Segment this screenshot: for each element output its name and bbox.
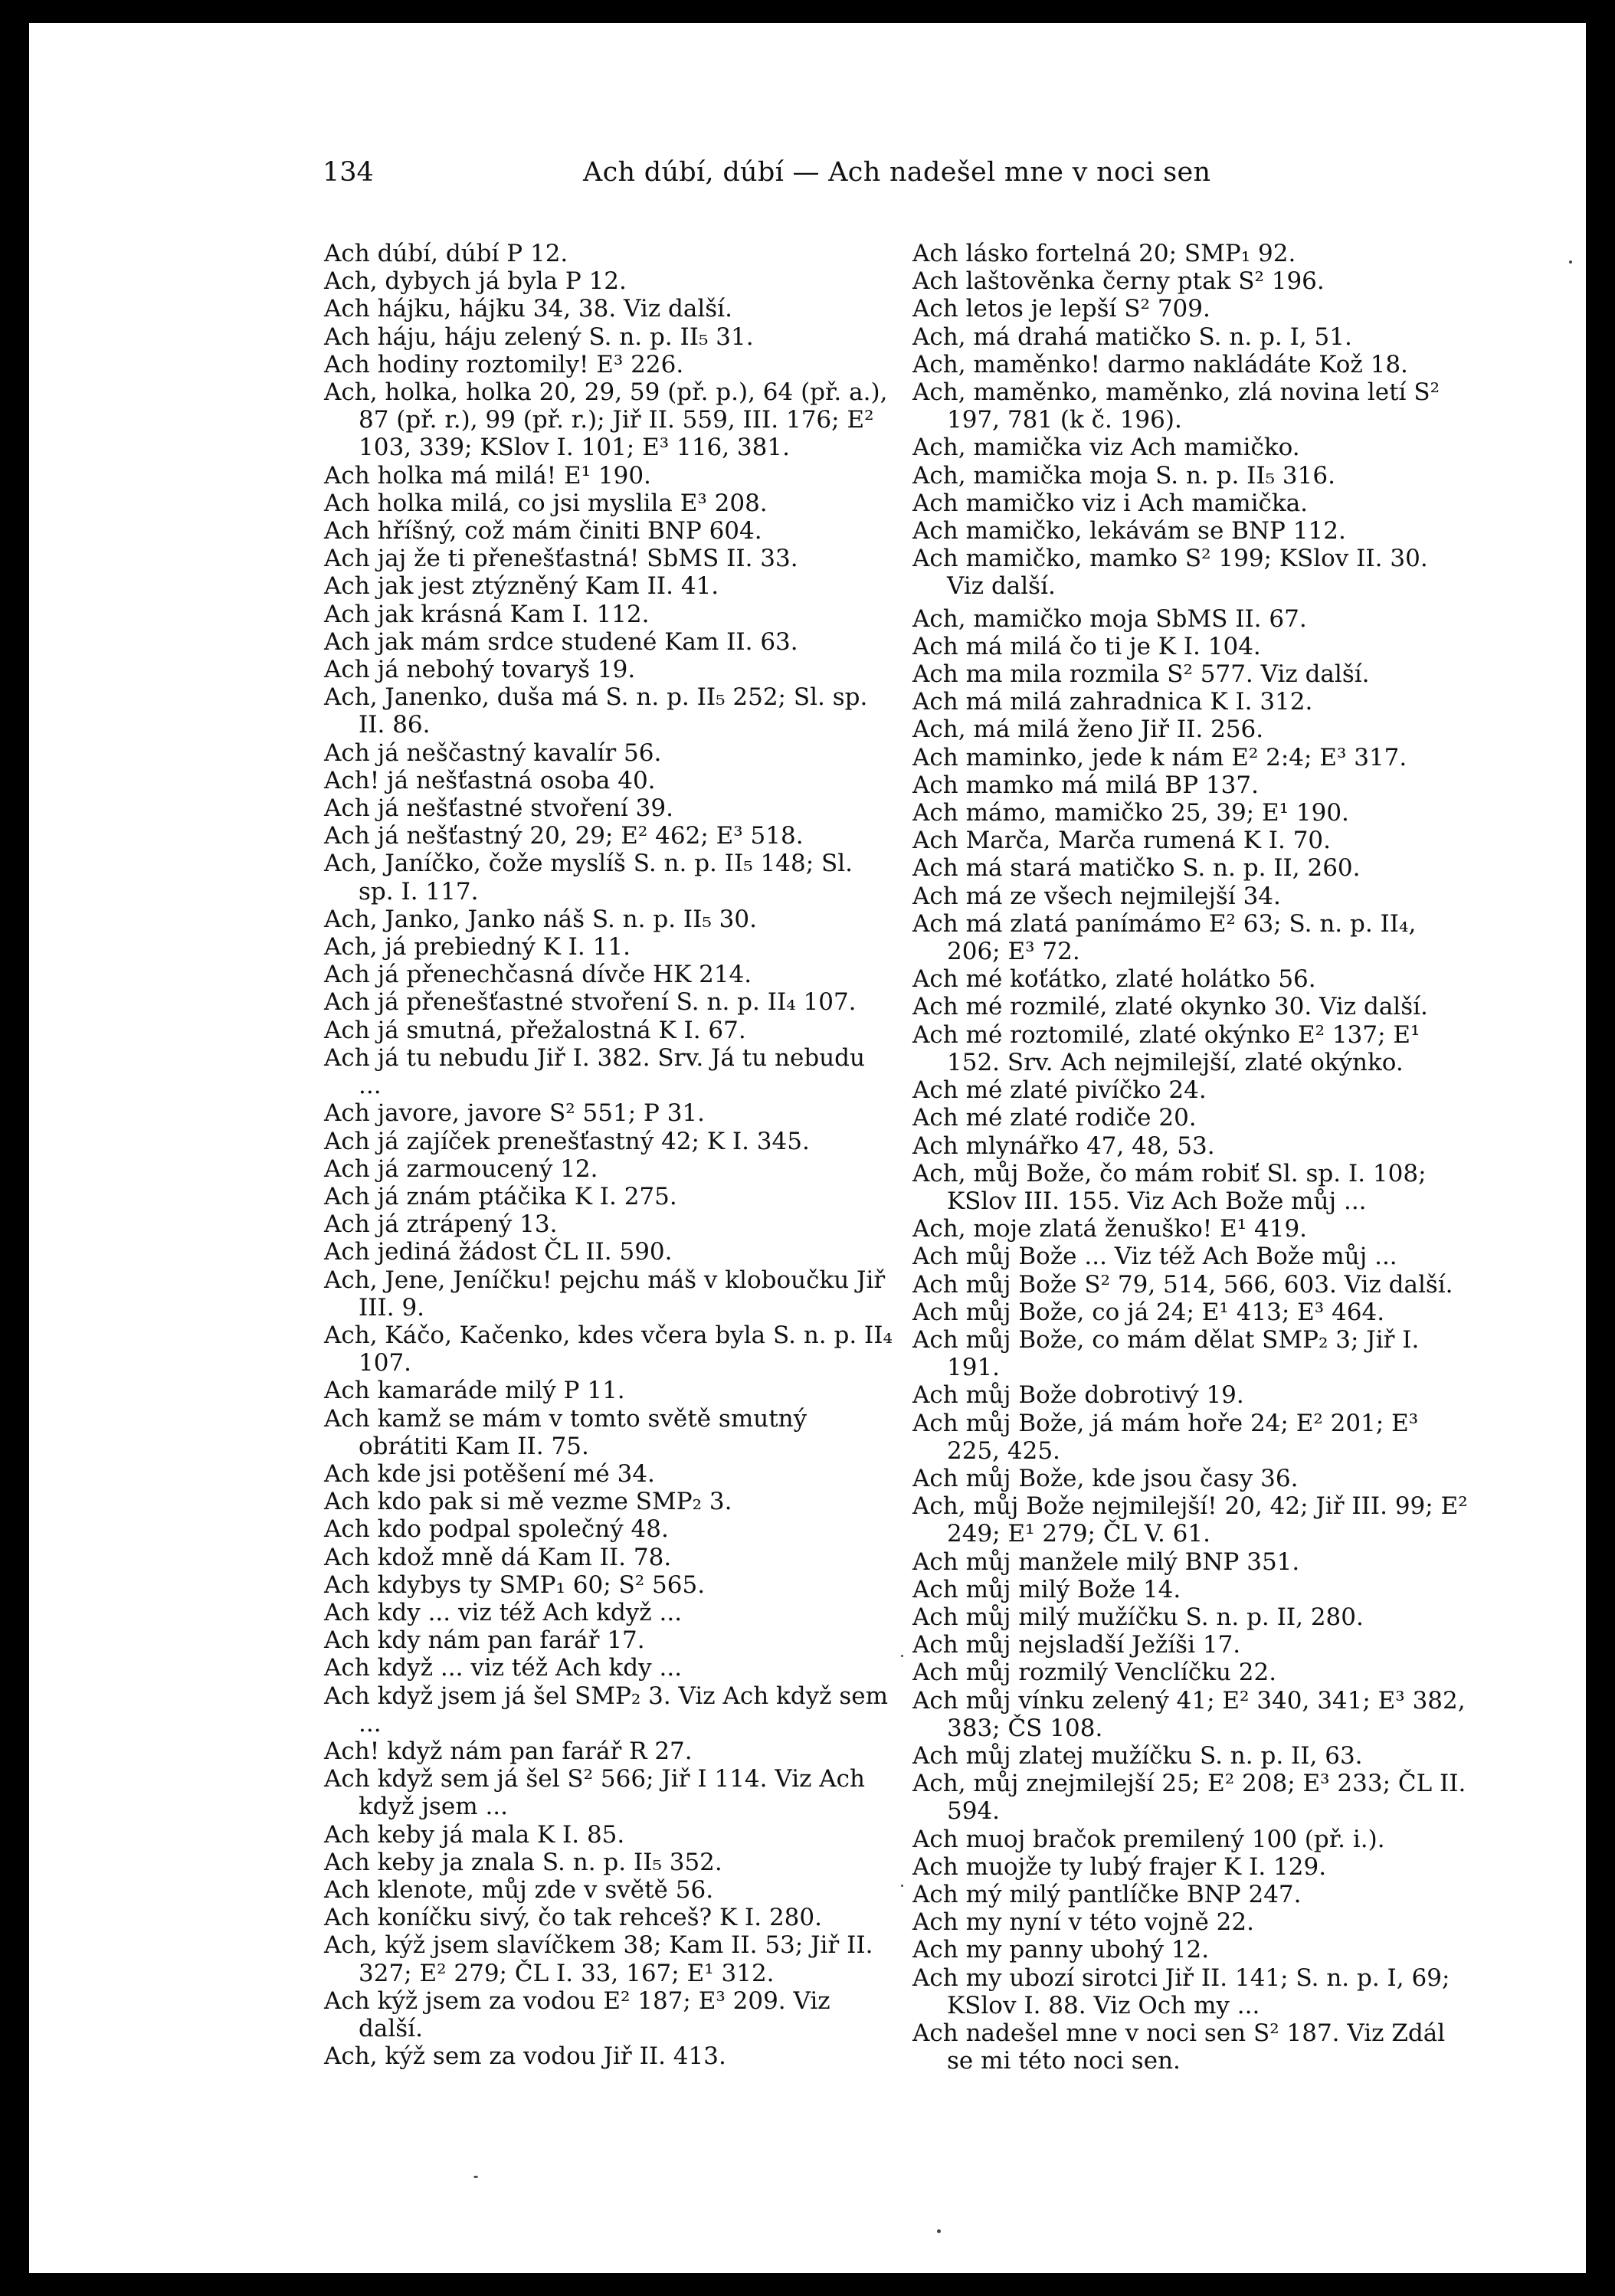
index-entry: Ach, dybych já byla P 12. [324, 267, 627, 296]
index-entry: Ach kýž jsem za vodou E² 187; E³ 209. Viz další. [324, 1986, 830, 2042]
index-entry: Ach kdybys ty SMP₁ 60; S² 565. [324, 1571, 706, 1599]
index-entry: Ach mamičko, lekávám se BNP 112. [912, 517, 1346, 545]
index-entry: Ach, můj znejmilejší 25; E² 208; E³ 233; ČL II. 594. [912, 1770, 1466, 1826]
index-entry: Ach můj zlatej mužíčku S. n. p. II, 63. [912, 1741, 1363, 1770]
index-entry: Ach kamž se mám v tomto světě smutný obrátiti Kam II. 75. [324, 1404, 808, 1460]
index-entry: Ach kdy nám pan farář 17. [324, 1626, 645, 1655]
index-entry: Ach má ze všech nejmilejší 34. [912, 882, 1281, 910]
scanned-page [29, 23, 1586, 2273]
index-entry: Ach můj nejsladší Ježíši 17. [912, 1631, 1241, 1659]
index-entry: Ach můj vínku zelený 41; E² 340, 341; E³ 382, 383; ČS 108. [912, 1686, 1466, 1742]
index-entry: Ach já nešťastné stvoření 39. [324, 794, 673, 823]
index-entry: Ach my panny ubohý 12. [912, 1936, 1210, 1964]
index-entry: Ach já nebohý tovaryš 19. [324, 656, 636, 684]
index-entry: Ach mé zlaté pivíčko 24. [912, 1076, 1207, 1105]
index-entry: Ach, má milá ženo Jiř II. 256. [912, 716, 1264, 744]
scan-speck [901, 1885, 903, 1887]
index-entry: Ach muojže ty lubý frajer K I. 129. [912, 1852, 1327, 1881]
index-entry: Ach, mamičko moja SbMS II. 67. [912, 604, 1307, 633]
index-entry: Ach, Káčo, Kačenko, kdes včera byla S. n. p. II₄ 107. [324, 1321, 893, 1377]
index-entry: Ach jak krásná Kam I. 112. [324, 600, 650, 628]
index-entry: Ach, mamička viz Ach mamičko. [912, 434, 1300, 462]
scan-speck [937, 2229, 941, 2233]
index-entry: Ach má stará matičko S. n. p. II, 260. [912, 854, 1361, 883]
index-entry: Ach mamko má milá BP 137. [912, 771, 1259, 799]
index-entry: Ach kdy ... viz též Ach když ... [324, 1598, 683, 1626]
index-entry: Ach, kýž jsem slavíčkem 38; Kam II. 53; Jiř II. 327; E² 279; ČL I. 33, 167; E¹ 312. [324, 1931, 873, 1987]
index-entry: Ach můj manžele milý BNP 351. [912, 1548, 1300, 1576]
index-entry: Ach já nešťastný 20, 29; E² 462; E³ 518. [324, 822, 804, 850]
index-entry: Ach, má drahá matičko S. n. p. I, 51. [912, 323, 1352, 351]
index-entry: Ach hodiny roztomily! E³ 226. [324, 350, 684, 378]
index-entry: Ach já přenechčasná dívče HK 214. [324, 961, 752, 989]
index-entry: Ach, Janíčko, čože myslíš S. n. p. II₅ 148; Sl. sp. I. 117. [324, 850, 853, 906]
index-entry: Ach mý milý pantlíčke BNP 247. [912, 1880, 1302, 1908]
index-entry: Ach dúbí, dúbí P 12. [324, 240, 568, 267]
index-entry: Ach hříšný, což mám činiti BNP 604. [324, 517, 762, 545]
page-number: 134 [323, 157, 374, 188]
index-entry: Ach můj Bože, já mám hoře 24; E² 201; E³ 225, 425. [912, 1409, 1419, 1465]
index-entry: Ach ma mila rozmila S² 577. Viz další. [912, 660, 1370, 689]
index-entry: Ach já zarmoucený 12. [324, 1155, 598, 1183]
index-entry: Ach já neščastný kavalír 56. [324, 739, 662, 767]
index-entry: Ach můj milý Bože 14. [912, 1575, 1181, 1603]
index-entry: Ach já zajíček prenešťastný 42; K I. 345. [324, 1127, 810, 1155]
index-entry: Ach já znám ptáčika K I. 275. [324, 1182, 677, 1210]
index-entry: Ach letos je lepší S² 709. [912, 295, 1210, 323]
index-entry: Ach mamičko viz i Ach mamička. [912, 489, 1309, 517]
index-entry: Ach má milá zahradnica K I. 312. [912, 688, 1313, 716]
index-entry: Ach já ztrápený 13. [324, 1210, 558, 1239]
scan-speck [901, 1655, 903, 1657]
index-entry: Ach, můj Bože nejmilejší! 20, 42; Jiř III. 99; E² 249; E¹ 279; ČL V. 61. [912, 1492, 1468, 1548]
index-entry: Ach mamičko, mamko S² 199; KSlov II. 30. Viz další. [912, 545, 1428, 601]
index-entry: Ach jediná žádost ČL II. 590. [324, 1238, 673, 1266]
index-entry: Ach koníčku sivý, čo tak rehceš? K I. 280. [324, 1904, 822, 1932]
index-entry: Ach, Janenko, duša má S. n. p. II₅ 252; Sl. sp. II. 86. [324, 683, 868, 739]
index-entry: Ach nadešel mne v noci sen S² 187. Viz Zdál se mi této noci sen. [912, 2019, 1446, 2075]
index-column-right [912, 240, 1468, 2075]
index-entry: Ach mé roztomilé, zlaté okýnko E² 137; E¹ 152. Srv. Ach nejmilejší, zlaté okýnko. [912, 1020, 1420, 1076]
index-entry: Ach, Janko, Janko náš S. n. p. II₅ 30. [324, 905, 757, 933]
index-entry: Ach můj Bože, kde jsou časy 36. [912, 1464, 1299, 1492]
index-entry: Ach můj Bože ... Viz též Ach Bože můj ... [912, 1243, 1397, 1271]
index-entry: Ach já přenešťastné stvoření S. n. p. II₄ 107. [324, 988, 857, 1017]
index-entry: Ach jaj že ti přenešťastná! SbMS II. 33. [324, 545, 798, 573]
index-entry: Ach má milá čo ti je K I. 104. [912, 632, 1261, 660]
index-entry: Ach kdo podpal společný 48. [324, 1515, 669, 1544]
index-entry: Ach! já nešťastná osoba 40. [324, 766, 656, 794]
index-entry: Ach Marča, Marča rumená K I. 70. [912, 827, 1331, 855]
index-entry: Ach, moje zlatá ženuško! E¹ 419. [912, 1215, 1308, 1243]
index-entry: Ach keby ja znala S. n. p. II₅ 352. [324, 1848, 722, 1876]
index-entry: Ach mámo, mamičko 25, 39; E¹ 190. [912, 799, 1349, 827]
index-entry: Ach můj Bože S² 79, 514, 566, 603. Viz další. [912, 1270, 1453, 1299]
index-entry: Ach mé koťátko, zlaté holátko 56. [912, 965, 1316, 994]
index-entry: Ach, já prebiedný K I. 11. [324, 933, 631, 961]
index-entry: Ach má zlatá panímámo E² 63; S. n. p. II₄, 206; E³ 72. [912, 909, 1417, 966]
index-entry: Ach maminko, jede k nám E² 2:4; E³ 317. [912, 743, 1407, 771]
index-entry: Ach hájku, hájku 34, 38. Viz další. [324, 295, 732, 323]
index-entry: Ach keby já mala K I. 85. [324, 1820, 625, 1849]
index-entry: Ach, mamička moja S. n. p. II₅ 316. [912, 461, 1335, 490]
index-entry: Ach já smutná, přežalostná K I. 67. [324, 1016, 746, 1044]
index-entry: Ach můj milý mužíčku S. n. p. II, 280. [912, 1603, 1364, 1631]
index-entry: Ach holka milá, co jsi myslila E³ 208. [324, 489, 768, 517]
index-column-left [324, 240, 895, 2070]
index-entry: Ach my ubozí sirotci Jiř II. 141; S. n. p. I, 69; KSlov I. 88. Viz Och my ... [912, 1964, 1450, 2019]
scan-speck [1569, 260, 1572, 264]
index-entry: Ach holka má milá! E¹ 190. [324, 461, 651, 490]
index-entry: Ach můj Bože, co já 24; E¹ 413; E³ 464. [912, 1298, 1385, 1326]
index-entry: Ach javore, javore S² 551; P 31. [324, 1099, 705, 1128]
index-entry: Ach, holka, holka 20, 29, 59 (př. p.), 64 (př. a.), 87 (př. r.), 99 (př. r.); Jiř II. 559, III. 176; E² 103, 339; KSlov I. 101; E³ 116, 381. [324, 378, 888, 462]
index-entry: Ach můj rozmilý Venclíčku 22. [912, 1659, 1277, 1687]
index-entry: Ach kdož mně dá Kam II. 78. [324, 1543, 672, 1571]
index-entry: Ach, maměnko! darmo nakládáte Kož 18. [912, 350, 1408, 378]
index-entry: Ach muoj bračok premilený 100 (př. i.). [912, 1825, 1385, 1853]
index-entry: Ach my nyní v této vojně 22. [912, 1908, 1254, 1937]
index-entry: Ach, Jene, Jeníčku! pejchu máš v kloboučku Jiř III. 9. [324, 1266, 886, 1322]
index-entry: Ach můj Bože dobrotivý 19. [912, 1381, 1244, 1410]
scan-speck [473, 2176, 478, 2178]
index-entry: Ach lásko fortelná 20; SMP₁ 92. [912, 240, 1296, 267]
index-entry: Ach mé zlaté rodiče 20. [912, 1104, 1197, 1132]
index-entry: Ach, můj Bože, čo mám robiť Sl. sp. I. 108; KSlov III. 155. Viz Ach Bože můj ... [912, 1159, 1427, 1215]
index-entry: Ach když sem já šel S² 566; Jiř I 114. Viz Ach když jsem ... [324, 1765, 866, 1821]
index-entry: Ach! když nám pan farář R 27. [324, 1737, 693, 1765]
index-entry: Ach kamaráde milý P 11. [324, 1377, 625, 1405]
index-entry: Ach kde jsi potěšení mé 34. [324, 1459, 655, 1488]
index-entry: Ach klenote, můj zde v světě 56. [324, 1875, 714, 1904]
index-entry: Ach mlynářko 47, 48, 53. [912, 1132, 1215, 1160]
index-entry: Ach laštověnka černy ptak S² 196. [912, 267, 1325, 296]
running-title: Ach dúbí, dúbí — Ach nadešel mne v noci sen [583, 157, 1211, 188]
index-entry: Ach jak jest ztýzněný Kam II. 41. [324, 572, 719, 601]
index-entry: Ach jak mám srdce studené Kam II. 63. [324, 627, 798, 656]
index-entry: Ach, maměnko, maměnko, zlá novina letí S² 197, 781 (k č. 196). [912, 378, 1440, 434]
index-entry: Ach kdo pak si mě vezme SMP₂ 3. [324, 1488, 732, 1516]
index-entry: Ach když jsem já šel SMP₂ 3. Viz Ach když sem ... [324, 1682, 889, 1738]
index-entry: Ach můj Bože, co mám dělat SMP₂ 3; Jiř I. 191. [912, 1325, 1420, 1382]
index-entry: Ach když ... viz též Ach kdy ... [324, 1654, 683, 1682]
index-entry: Ach já tu nebudu Jiř I. 382. Srv. Já tu nebudu ... [324, 1043, 865, 1100]
index-entry: Ach háju, háju zelený S. n. p. II₅ 31. [324, 323, 754, 351]
index-entry: Ach mé rozmilé, zlaté okynko 30. Viz další. [912, 993, 1428, 1021]
index-entry: Ach, kýž sem za vodou Jiř II. 413. [324, 2042, 726, 2071]
